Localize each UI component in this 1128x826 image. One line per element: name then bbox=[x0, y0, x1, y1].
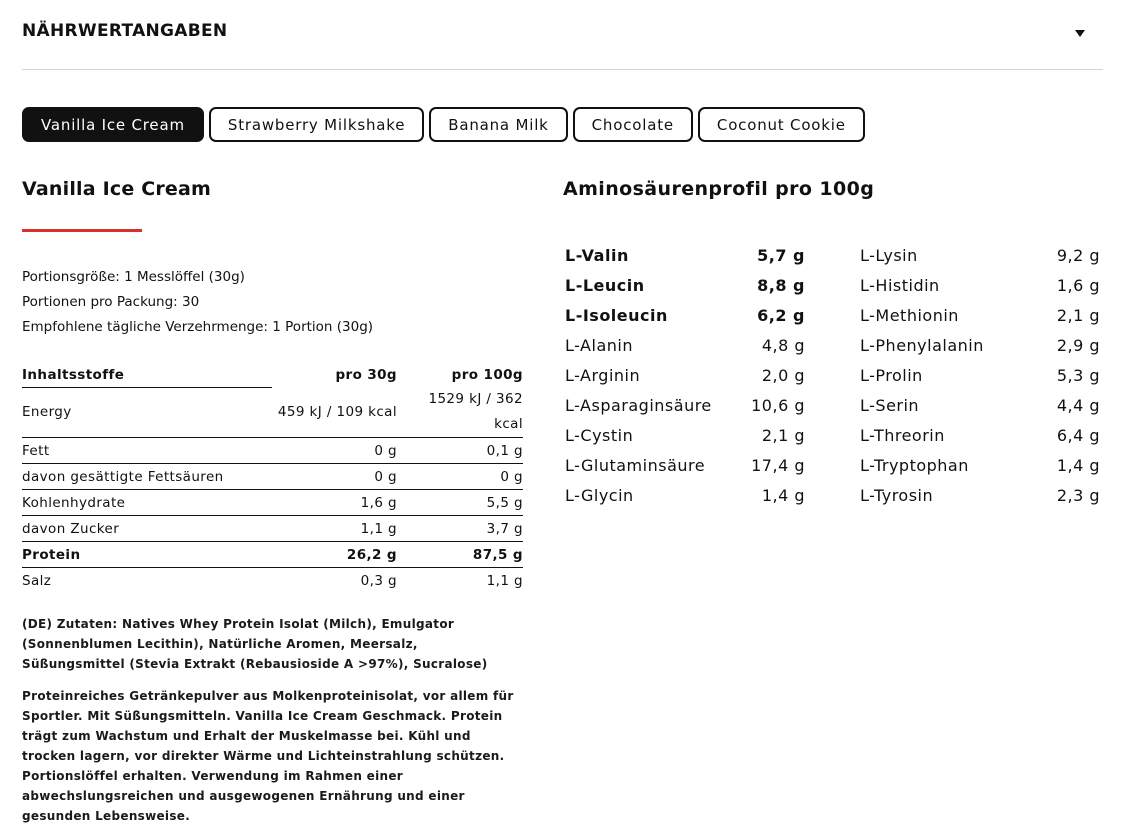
value-per100: 1,1 g bbox=[397, 568, 523, 594]
amino-name: L-Glutaminsäure bbox=[565, 455, 706, 475]
amino-name: L-Arginin bbox=[565, 365, 641, 385]
tab-strawberry-milkshake[interactable]: Strawberry Milkshake bbox=[209, 107, 424, 142]
table-row bbox=[22, 464, 523, 490]
value-per100: 3,7 g bbox=[397, 516, 523, 542]
caret-down-icon[interactable] bbox=[1075, 30, 1085, 37]
section-title: NÄHRWERTANGABEN bbox=[22, 21, 228, 41]
table-row bbox=[22, 516, 523, 542]
amino-value: 1,4 g bbox=[761, 485, 805, 505]
amino-row bbox=[565, 450, 805, 480]
table-row bbox=[22, 387, 523, 438]
amino-name: L-Lysin bbox=[860, 245, 918, 265]
nutrient-name: Kohlenhydrate bbox=[22, 490, 272, 516]
amino-value: 2,1 g bbox=[1056, 305, 1100, 325]
portion-info bbox=[22, 265, 523, 340]
amino-name: L-Glycin bbox=[565, 485, 634, 505]
nutrient-name: Energy bbox=[22, 403, 72, 420]
amino-row bbox=[860, 390, 1100, 420]
amino-name: L-Alanin bbox=[565, 335, 633, 355]
amino-row bbox=[860, 450, 1100, 480]
amino-row bbox=[860, 240, 1100, 270]
nutrition-table bbox=[22, 361, 523, 594]
amino-name: L-Leucin bbox=[565, 275, 645, 295]
nutrient-name: davon gesättigte Fettsäuren bbox=[22, 464, 272, 490]
portion-size: Portionsgröße: 1 Messlöffel (30g) bbox=[22, 269, 245, 285]
nutrient-name: Salz bbox=[22, 568, 272, 594]
flavor-tabs bbox=[22, 107, 865, 142]
product-title: Vanilla Ice Cream bbox=[22, 178, 212, 200]
nutrition-panel bbox=[22, 178, 523, 826]
recommended-intake: Empfohlene tägliche Verzehrmenge: 1 Portion (30g) bbox=[22, 319, 374, 335]
amino-name: L-Methionin bbox=[860, 305, 959, 325]
amino-value: 6,4 g bbox=[1056, 425, 1100, 445]
tab-banana-milk[interactable]: Banana Milk bbox=[429, 107, 567, 142]
amino-value: 1,6 g bbox=[1056, 275, 1100, 295]
amino-name: L-Cystin bbox=[565, 425, 634, 445]
value-per30: 0 g bbox=[272, 464, 397, 490]
amino-value: 8,8 g bbox=[757, 275, 805, 295]
col-header-name: Inhaltsstoffe bbox=[22, 361, 272, 387]
amino-value: 2,1 g bbox=[761, 425, 805, 445]
amino-title: Aminosäurenprofil pro 100g bbox=[563, 178, 875, 200]
amino-value: 1,4 g bbox=[1056, 455, 1100, 475]
amino-row bbox=[565, 240, 805, 270]
amino-name: L-Histidin bbox=[860, 275, 940, 295]
amino-row bbox=[565, 390, 805, 420]
value-per30: 1,6 g bbox=[272, 490, 397, 516]
amino-value: 2,3 g bbox=[1056, 485, 1100, 505]
amino-row bbox=[860, 300, 1100, 330]
amino-row bbox=[565, 270, 805, 300]
tab-chocolate[interactable]: Chocolate bbox=[573, 107, 693, 142]
value-per100: 1529 kJ / 362 kcal bbox=[428, 391, 523, 432]
nutrient-name: Protein bbox=[22, 542, 272, 568]
amino-column-2 bbox=[860, 240, 1100, 510]
product-description: Proteinreiches Getränkepulver aus Molkenproteinisolat, vor allem für Sportler. Mit Süßungsmitteln. Vanilla Ice Cream Geschmack. Protein trägt zum Wachstum und Erhalt der Muskelmasse bei. Kühl und trocken lagern, vor direkter Wärme und Lichteinstrahlung schützen. Portionslöffel erhalten. Verwendung im Rahmen einer abwechslungsreichen und ausgewogenen Ernährung und einer gesunden Lebensweise. bbox=[22, 688, 514, 823]
amino-row bbox=[860, 270, 1100, 300]
amino-name: L-Threorin bbox=[860, 425, 945, 445]
amino-row bbox=[565, 420, 805, 450]
tab-vanilla-ice-cream[interactable]: Vanilla Ice Cream bbox=[22, 107, 204, 142]
amino-row bbox=[565, 300, 805, 330]
amino-column-1 bbox=[565, 240, 805, 510]
portions-per-pack: Portionen pro Packung: 30 bbox=[22, 294, 200, 310]
amino-name: L-Tryptophan bbox=[860, 455, 969, 475]
amino-row bbox=[860, 480, 1100, 510]
amino-name: L-Asparaginsäure bbox=[565, 395, 712, 415]
value-per30: 459 kJ / 109 kcal bbox=[277, 403, 397, 420]
amino-value: 4,4 g bbox=[1056, 395, 1100, 415]
tab-coconut-cookie[interactable]: Coconut Cookie bbox=[698, 107, 865, 142]
amino-row bbox=[860, 330, 1100, 360]
table-row bbox=[22, 438, 523, 464]
nutrition-accordion-header[interactable] bbox=[22, 0, 1103, 70]
amino-name: L-Prolin bbox=[860, 365, 923, 385]
value-per30: 0 g bbox=[272, 438, 397, 464]
col-header-per30: pro 30g bbox=[335, 367, 397, 383]
amino-name: L-Tyrosin bbox=[860, 485, 934, 505]
value-per30: 0,3 g bbox=[272, 568, 397, 594]
amino-name: L-Phenylalanin bbox=[860, 335, 984, 355]
amino-value: 4,8 g bbox=[761, 335, 805, 355]
value-per100: 5,5 g bbox=[397, 490, 523, 516]
table-row bbox=[22, 568, 523, 594]
amino-row bbox=[860, 360, 1100, 390]
table-row bbox=[22, 542, 523, 568]
amino-value: 10,6 g bbox=[751, 395, 805, 415]
amino-value: 2,0 g bbox=[761, 365, 805, 385]
ingredients-text: (DE) Zutaten: Natives Whey Protein Isolat (Milch), Emulgator (Sonnenblumen Lecithin), Natürliche Aromen, Meersalz, Süßungsmittel (Stevia Extrakt (Rebausioside A >97%), Sucralose) bbox=[22, 616, 488, 671]
title-accent-line bbox=[22, 229, 142, 232]
amino-value: 5,3 g bbox=[1056, 365, 1100, 385]
amino-row bbox=[565, 480, 805, 510]
amino-value: 9,2 g bbox=[1056, 245, 1100, 265]
amino-name: L-Valin bbox=[565, 245, 629, 265]
amino-row bbox=[860, 420, 1100, 450]
col-header-per100: pro 100g bbox=[451, 367, 523, 383]
amino-value: 2,9 g bbox=[1056, 335, 1100, 355]
nutrient-name: Fett bbox=[22, 438, 272, 464]
value-per100: 0 g bbox=[397, 464, 523, 490]
value-per100: 87,5 g bbox=[397, 542, 523, 568]
value-per30: 26,2 g bbox=[272, 542, 397, 568]
nutrient-name: davon Zucker bbox=[22, 516, 272, 542]
amino-row bbox=[565, 330, 805, 360]
amino-name: L-Isoleucin bbox=[565, 305, 668, 325]
value-per100: 0,1 g bbox=[397, 438, 523, 464]
amino-value: 5,7 g bbox=[757, 245, 805, 265]
value-per30: 1,1 g bbox=[272, 516, 397, 542]
amino-name: L-Serin bbox=[860, 395, 920, 415]
table-row bbox=[22, 490, 523, 516]
amino-value: 6,2 g bbox=[757, 305, 805, 325]
amino-row bbox=[565, 360, 805, 390]
amino-panel bbox=[563, 178, 1103, 505]
amino-value: 17,4 g bbox=[751, 455, 805, 475]
